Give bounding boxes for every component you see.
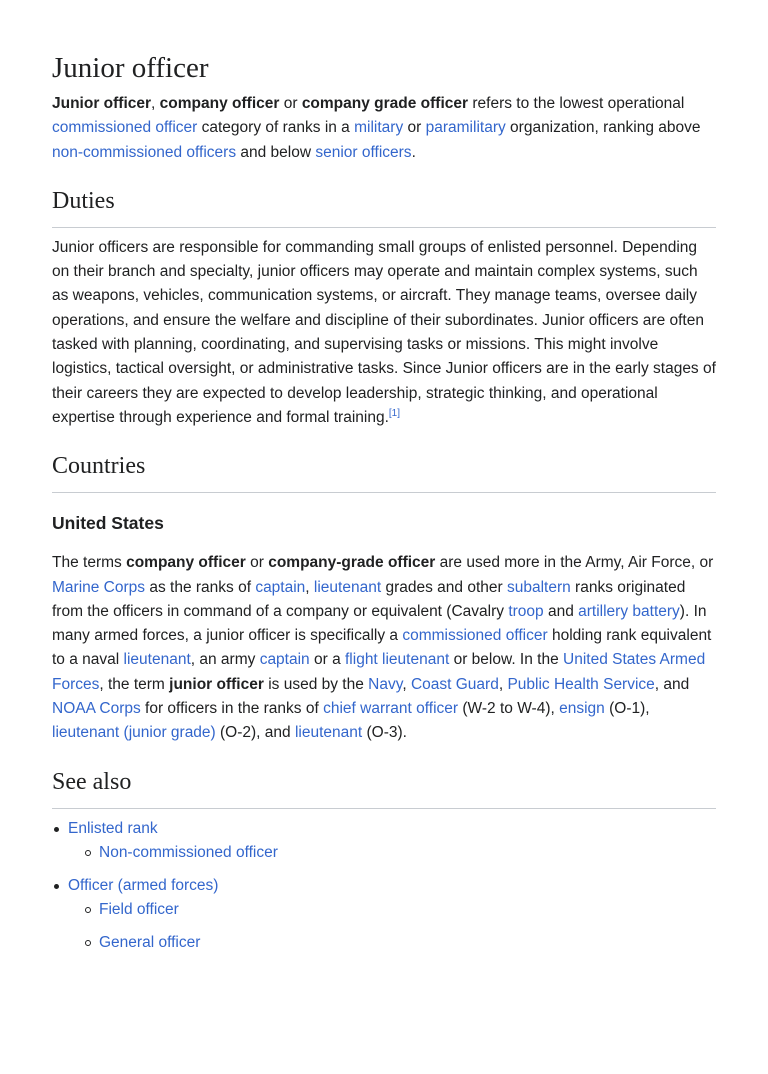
sub-list <box>68 898 716 955</box>
see-also-section <box>52 766 716 955</box>
us-armed-forces-link[interactable]: United States Armed Forces <box>52 651 706 693</box>
bold-term: company officer <box>159 95 280 112</box>
enlisted-rank-link[interactable]: Enlisted rank <box>68 819 158 837</box>
list-item <box>52 874 716 955</box>
navy-link[interactable]: Navy <box>368 675 403 693</box>
united-states-paragraph: The terms company officer or company-grade officer are used more in the Army, Air Force, or Marine Corps as the ranks of captain, lieutenant grades and other subaltern ranks originated from the officers in command of a company or equivalent (Cavalry troop and artillery battery). In many armed forces, a junior officer is specifically a commissioned officer holding rank equivalent to a naval lieutenant, an army captain or a flight lieutenant or below. In the United States Armed Forces, the term junior officer is used by the Navy, Coast Guard, Public Health Service, and NOAA Corps for officers in the ranks of chief warrant officer (W-2 to W-4), ensign (O-1), lieutenant (junior grade) (O-2), and lieutenant (O-3). <box>52 554 714 742</box>
see-also-list <box>52 817 716 955</box>
duties-paragraph: Junior officers are responsible for commanding small groups of enlisted personnel. Depending on their branch and specialty, junior officers may operate and maintain complex systems, such as weapons, vehicles, communication systems, or aircraft. They manage teams, oversee daily operations, and ensure the welfare and discipline of their subordinates. Junior officers are often tasked with planning, coordinating, and supervising tasks or missions. This might involve logistics, tactical oversight, or administrative tasks. Since Junior officers are in the early stages of their careers they are expected to develop leadership, strategic thinking, and operational expertise through experience and formal training.[1] <box>52 238 716 426</box>
duties-section <box>52 185 716 430</box>
naval-lieutenant-link[interactable]: lieutenant <box>123 651 191 669</box>
senior-officers-link[interactable]: senior officers <box>315 143 412 161</box>
army-captain-link[interactable]: captain <box>259 651 310 669</box>
bold-term: company grade officer <box>301 95 469 112</box>
bold-term: company officer <box>126 554 246 572</box>
countries-heading: Countries <box>52 450 716 493</box>
bold-term: Junior officer <box>52 95 152 112</box>
commissioned-officer-link[interactable]: commissioned officer <box>402 627 548 645</box>
coast-guard-link[interactable]: Coast Guard <box>410 675 499 693</box>
list-item <box>52 817 716 865</box>
see-also-heading: See also <box>52 766 716 809</box>
lieutenant-junior-grade-link[interactable]: lieutenant (junior grade) <box>52 724 216 742</box>
noaa-corps-link[interactable]: NOAA Corps <box>52 700 141 718</box>
list-item <box>68 931 716 955</box>
article <box>0 50 768 955</box>
chief-warrant-officer-link[interactable]: chief warrant officer <box>323 700 459 718</box>
general-officer-link[interactable]: General officer <box>99 933 201 951</box>
list-item <box>68 898 716 922</box>
ensign-link[interactable]: ensign <box>559 700 605 718</box>
troop-link[interactable]: troop <box>508 602 544 620</box>
lieutenant-link[interactable]: lieutenant <box>313 578 382 596</box>
flight-lieutenant-link[interactable]: flight lieutenant <box>345 651 450 669</box>
list-item <box>68 841 716 865</box>
subaltern-link[interactable]: subaltern <box>506 578 571 596</box>
page-title: Junior officer <box>52 52 209 84</box>
captain-link[interactable]: captain <box>255 578 306 596</box>
duties-heading: Duties <box>52 185 716 228</box>
citation-1-link[interactable]: [1] <box>388 407 401 419</box>
marine-corps-link[interactable]: Marine Corps <box>52 578 146 596</box>
field-officer-link[interactable]: Field officer <box>99 900 179 918</box>
commissioned-officer-link[interactable]: commissioned officer <box>52 119 198 137</box>
non-commissioned-officers-link[interactable]: non-commissioned officers <box>52 143 237 161</box>
artillery-battery-link[interactable]: artillery battery <box>578 602 680 620</box>
bold-term: company-grade officer <box>268 554 436 572</box>
lieutenant-o3-link[interactable]: lieutenant <box>294 724 363 742</box>
military-link[interactable]: military <box>354 119 404 137</box>
sub-list <box>68 841 716 865</box>
officer-armed-forces-link[interactable]: Officer (armed forces) <box>68 876 219 894</box>
citation-superscript <box>389 408 400 419</box>
countries-section <box>52 450 716 745</box>
united-states-heading: United States <box>52 513 164 534</box>
public-health-service-link[interactable]: Public Health Service <box>507 675 655 693</box>
non-commissioned-officer-link[interactable]: Non-commissioned officer <box>99 843 278 861</box>
intro-paragraph: Junior officer, company officer or company grade officer refers to the lowest operational commissioned officer category of ranks in a military or paramilitary organization, ranking above non-commissioned officers and below senior officers. <box>52 95 701 161</box>
paramilitary-link[interactable]: paramilitary <box>425 119 506 137</box>
bold-term: junior officer <box>169 675 264 693</box>
